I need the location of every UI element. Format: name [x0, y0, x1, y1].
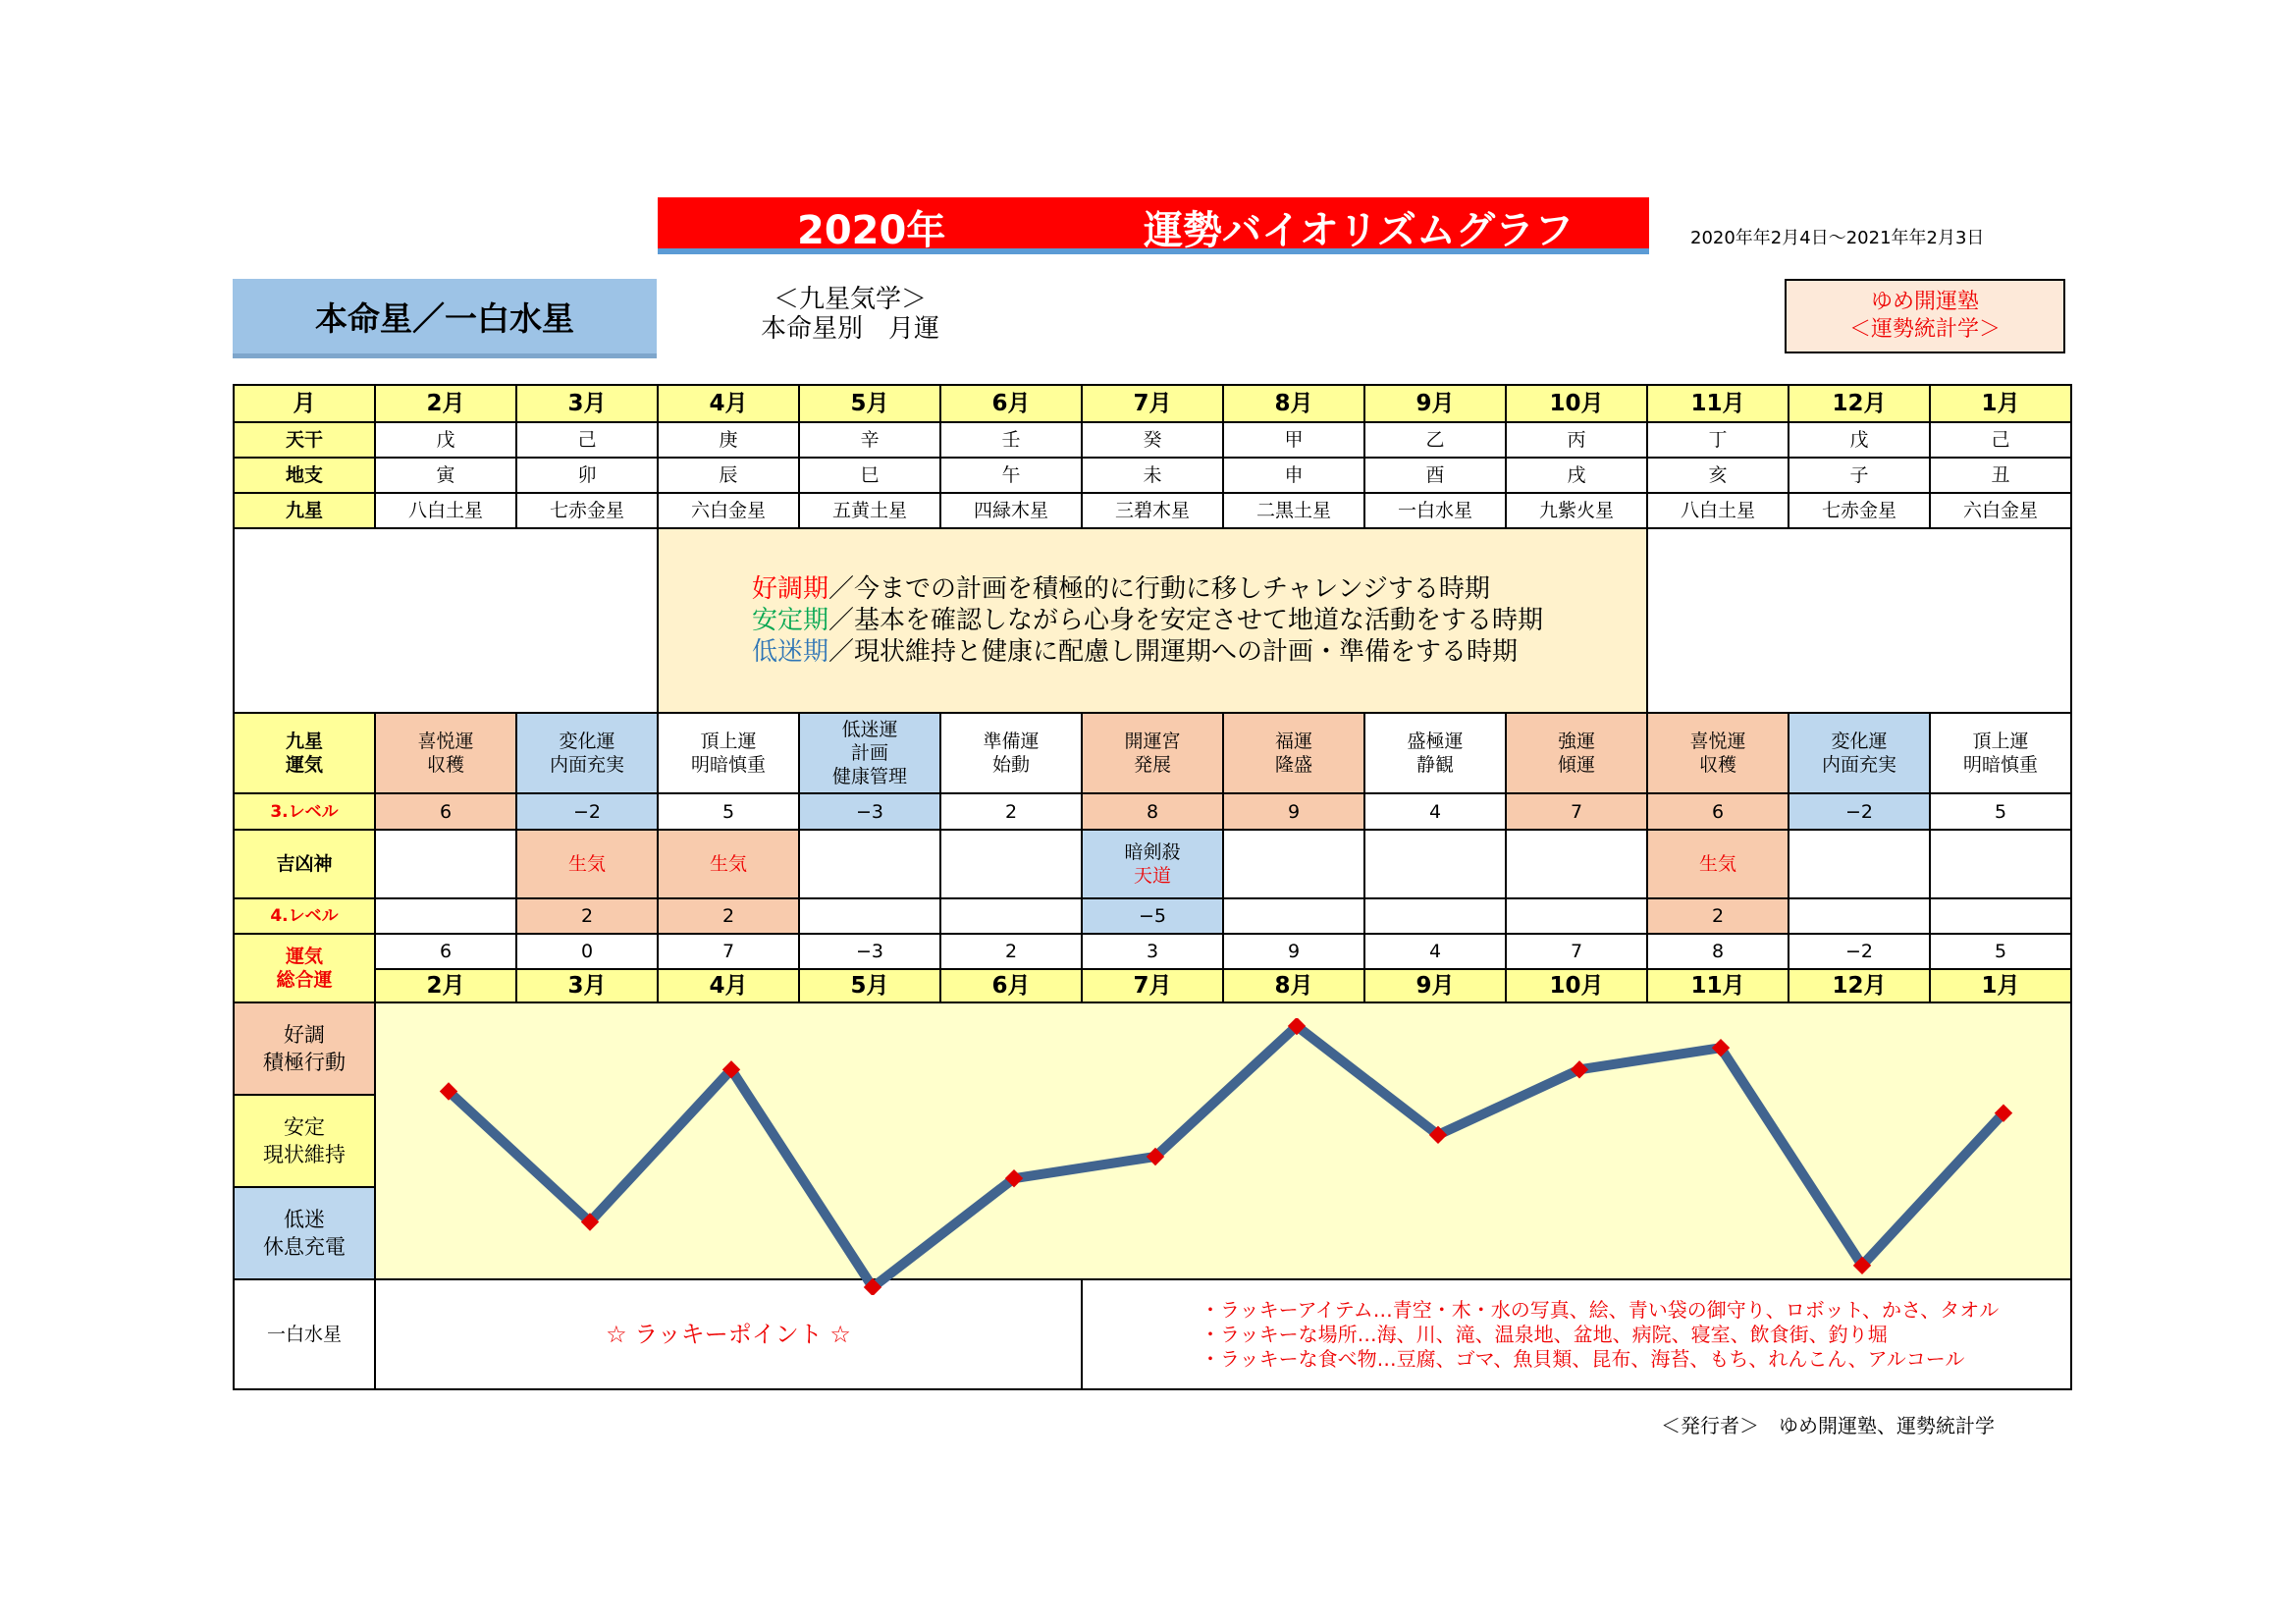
total-cell: −3: [799, 934, 940, 969]
month-cell: 10月: [1506, 385, 1647, 422]
tenkan-cell: 戊: [375, 422, 516, 458]
unki-text: 開運宮: [1124, 731, 1181, 752]
tenkan-cell: 甲: [1223, 422, 1364, 458]
total-label-line-2: 総合運: [276, 969, 333, 991]
kikkyo-cell: [1789, 830, 1930, 898]
kyusei-row: [234, 493, 2071, 528]
unki-cell: [799, 713, 940, 793]
level3-cell: 9: [1223, 793, 1364, 830]
total-cell: 5: [1930, 934, 2071, 969]
level3-cell: −3: [799, 793, 940, 830]
level4-row: [234, 898, 2071, 934]
tenkan-cell: 癸: [1082, 422, 1223, 458]
total-cell: 9: [1223, 934, 1364, 969]
unki-cell: [1364, 713, 1506, 793]
level3-cell: 2: [940, 793, 1082, 830]
chishi-cell: 亥: [1647, 458, 1789, 493]
title-banner: [658, 197, 1649, 253]
month-cell: 4月: [658, 385, 799, 422]
level4-cell: [940, 898, 1082, 934]
total-cell: 4: [1364, 934, 1506, 969]
unki-cell: [1506, 713, 1647, 793]
unki-label-line-2: 運気: [285, 754, 323, 776]
rank-stable-line-2: 現状維持: [263, 1143, 346, 1166]
kikkyo-text: 天道: [1133, 865, 1171, 887]
unki-text: 明暗慎重: [690, 754, 766, 776]
month-cell: 12月: [1789, 969, 1930, 1002]
total-row: [234, 934, 2071, 969]
level4-cell: 2: [658, 898, 799, 934]
month-cell: 1月: [1930, 969, 2071, 1002]
kikkyo-cell: [1506, 830, 1647, 898]
chishi-cell: 戌: [1506, 458, 1647, 493]
total-cell: 6: [375, 934, 516, 969]
level3-row: [234, 793, 2071, 830]
level3-cell: −2: [516, 793, 658, 830]
month-cell: 1月: [1930, 385, 2071, 422]
tenkan-row: [234, 422, 2071, 458]
month-cell: 5月: [799, 385, 940, 422]
lucky-item: ・ラッキーアイテム…青空・木・水の写真、絵、青い袋の御守り、ロボット、かさ、タオル: [1201, 1297, 2000, 1322]
level4-cell: [1930, 898, 2071, 934]
desc-text-good: ／今までの計画を積極的に行動に移しチャレンジする時期: [828, 574, 1490, 604]
chishi-cell: 辰: [658, 458, 799, 493]
level4-cell: [375, 898, 516, 934]
unki-cell: [1082, 713, 1223, 793]
kyusei-label: 九星: [234, 493, 375, 528]
description-blank-left: [234, 528, 658, 713]
month-cell: 6月: [940, 969, 1082, 1002]
unki-text: 静観: [1415, 754, 1454, 776]
unki-cell: [1930, 713, 2071, 793]
kyusei-cell: 六白金星: [658, 493, 799, 528]
kikkyo-cell: [799, 830, 940, 898]
subtitle-line-2: 本命星別 月運: [761, 314, 940, 344]
rank-good-line-2: 積極行動: [263, 1051, 346, 1074]
kyusei-cell: 九紫火星: [1506, 493, 1647, 528]
tenkan-cell: 丁: [1647, 422, 1789, 458]
chishi-cell: 丑: [1930, 458, 2071, 493]
school-subtitle: ＜運勢統計学＞: [1848, 317, 2001, 342]
description-row: [234, 528, 2071, 713]
rank-low-label: [234, 1187, 375, 1279]
tenkan-cell: 己: [1930, 422, 2071, 458]
kyusei-cell: 五黄土星: [799, 493, 940, 528]
title-year: 2020年: [797, 208, 946, 253]
kyusei-cell: 三碧木星: [1082, 493, 1223, 528]
total-cell: 2: [940, 934, 1082, 969]
tenkan-cell: 壬: [940, 422, 1082, 458]
honmei-star-box: 本命星／一白水星: [233, 279, 657, 353]
kyusei-cell: 一白水星: [1364, 493, 1506, 528]
unki-text: 収穫: [426, 754, 464, 776]
unki-text: 喜悦運: [1689, 731, 1746, 752]
chishi-cell: 未: [1082, 458, 1223, 493]
subtitle-line-1: ＜九星気学＞: [774, 285, 928, 314]
unki-cell: [1789, 713, 1930, 793]
level3-cell: 6: [1647, 793, 1789, 830]
tenkan-cell: 戊: [1789, 422, 1930, 458]
unki-cell: [516, 713, 658, 793]
month-cell: 7月: [1082, 385, 1223, 422]
unki-text: 計画: [850, 742, 888, 764]
kyusei-cell: 七赤金星: [1789, 493, 1930, 528]
level4-cell: 2: [516, 898, 658, 934]
unki-text: 傾運: [1557, 754, 1595, 776]
unki-text: 隆盛: [1274, 754, 1312, 776]
month-cell: 5月: [799, 969, 940, 1002]
unki-text: 盛極運: [1407, 731, 1464, 752]
series-line: [449, 1026, 2003, 1287]
kikkyo-cell: [1082, 830, 1223, 898]
desc-key-good: 好調期: [752, 574, 829, 604]
tenkan-cell: 庚: [658, 422, 799, 458]
unki-text: 頂上運: [700, 731, 757, 752]
kikkyo-text: 暗剣殺: [1124, 841, 1181, 863]
month-label: 月: [234, 385, 375, 422]
chishi-cell: 午: [940, 458, 1082, 493]
chishi-cell: 寅: [375, 458, 516, 493]
month-cell: 9月: [1364, 969, 1506, 1002]
level4-cell: [1223, 898, 1364, 934]
lucky-row: [234, 1279, 2071, 1389]
kyusei-cell: 八白土星: [1647, 493, 1789, 528]
kikkyo-row: [234, 830, 2071, 898]
chishi-cell: 子: [1789, 458, 1930, 493]
unki-cell: [940, 713, 1082, 793]
chishi-cell: 卯: [516, 458, 658, 493]
month-footer-row: [234, 969, 2071, 1002]
kyusei-cell: 七赤金星: [516, 493, 658, 528]
unki-text: 準備運: [983, 731, 1040, 752]
unki-cell: [1223, 713, 1364, 793]
month-cell: 12月: [1789, 385, 1930, 422]
level4-cell: [1364, 898, 1506, 934]
month-cell: 11月: [1647, 969, 1789, 1002]
month-cell: 3月: [516, 385, 658, 422]
chishi-cell: 申: [1223, 458, 1364, 493]
chishi-cell: 酉: [1364, 458, 1506, 493]
kikkyo-cell: [1930, 830, 2071, 898]
kyusei-cell: 八白土星: [375, 493, 516, 528]
unki-cell: [658, 713, 799, 793]
desc-text-stable: ／基本を確認しながら心身を安定させて地道な活動をする時期: [828, 606, 1544, 635]
date-range: 2020年年2月4日～2021年年2月3日: [1690, 228, 1985, 248]
kikkyo-label: 吉凶神: [234, 830, 375, 898]
total-cell: −2: [1789, 934, 1930, 969]
tenkan-cell: 乙: [1364, 422, 1506, 458]
rank-good-label: [234, 1002, 375, 1095]
month-cell: 8月: [1223, 385, 1364, 422]
level3-label: 3.レベル: [234, 793, 375, 830]
desc-key-low: 低迷期: [752, 637, 829, 667]
school-name: ゆめ開運塾: [1870, 290, 1979, 314]
level3-cell: 5: [658, 793, 799, 830]
unki-text: 収穫: [1698, 754, 1736, 776]
month-cell: 6月: [940, 385, 1082, 422]
level3-cell: 7: [1506, 793, 1647, 830]
unki-text: 始動: [991, 754, 1030, 776]
level4-cell: [799, 898, 940, 934]
total-cell: 0: [516, 934, 658, 969]
month-cell: 3月: [516, 969, 658, 1002]
total-label: [234, 934, 375, 1002]
kyusei-cell: 六白金星: [1930, 493, 2071, 528]
kikkyo-text: 生気: [1698, 853, 1736, 875]
description-box: [658, 528, 1647, 713]
total-cell: 3: [1082, 934, 1223, 969]
level4-cell: 2: [1647, 898, 1789, 934]
tenkan-label: 天干: [234, 422, 375, 458]
tenkan-cell: 丙: [1506, 422, 1647, 458]
kyusei-cell: 二黒土星: [1223, 493, 1364, 528]
rank-stable-label: [234, 1095, 375, 1187]
level4-cell: [1506, 898, 1647, 934]
lucky-item: ・ラッキーな食べ物…豆腐、ゴマ、魚貝類、昆布、海苔、もち、れんこん、アルコール: [1201, 1346, 1965, 1371]
desc-line-stable: [752, 605, 1646, 636]
unki-text: 低迷運: [841, 719, 898, 740]
month-cell: 8月: [1223, 969, 1364, 1002]
rank-low-line-2: 休息充電: [263, 1235, 346, 1259]
publisher: ＜発行者＞ ゆめ開運塾、運勢統計学: [1661, 1414, 1995, 1437]
description-blank-right: [1647, 528, 2071, 713]
unki-text: 明暗慎重: [1962, 754, 2038, 776]
kikkyo-cell: [658, 830, 799, 898]
kikkyo-cell: [1647, 830, 1789, 898]
total-cell: 7: [1506, 934, 1647, 969]
kyusei-cell: 四緑木星: [940, 493, 1082, 528]
unki-text: 発展: [1133, 754, 1171, 776]
month-cell: 2月: [375, 969, 516, 1002]
unki-text: 強運: [1557, 731, 1595, 752]
rank-low-line-1: 低迷: [284, 1208, 325, 1231]
level3-cell: 8: [1082, 793, 1223, 830]
chishi-cell: 巳: [799, 458, 940, 493]
total-label-line-1: 運気: [285, 946, 323, 967]
chishi-row: [234, 458, 2071, 493]
unki-text: 喜悦運: [417, 731, 474, 752]
lucky-star-label: 一白水星: [234, 1279, 375, 1389]
unki-row: [234, 713, 2071, 793]
school-box: [1785, 279, 2065, 353]
desc-line-low: [752, 636, 1646, 668]
level4-cell: −5: [1082, 898, 1223, 934]
desc-line-good: [752, 573, 1646, 605]
total-cell: 7: [658, 934, 799, 969]
lucky-list: [1082, 1279, 2071, 1389]
title-main: 運勢バイオリズムグラフ: [1144, 208, 1574, 253]
biorhythm-chart: [378, 1018, 2074, 1295]
month-cell: 9月: [1364, 385, 1506, 422]
subtitle: [761, 285, 939, 344]
month-cell: 10月: [1506, 969, 1647, 1002]
level4-label: 4.レベル: [234, 898, 375, 934]
tenkan-cell: 辛: [799, 422, 940, 458]
month-cell: 7月: [1082, 969, 1223, 1002]
chishi-label: 地支: [234, 458, 375, 493]
tenkan-cell: 己: [516, 422, 658, 458]
rank-stable-line-1: 安定: [284, 1115, 325, 1139]
level3-cell: 5: [1930, 793, 2071, 830]
unki-text: 頂上運: [1972, 731, 2029, 752]
unki-text: 変化運: [559, 731, 615, 752]
unki-text: 内面充実: [549, 754, 624, 776]
unki-cell: [375, 713, 516, 793]
unki-label: [234, 713, 375, 793]
level3-cell: 4: [1364, 793, 1506, 830]
desc-key-stable: 安定期: [752, 606, 829, 635]
unki-text: 内面充実: [1821, 754, 1896, 776]
kikkyo-cell: [1364, 830, 1506, 898]
kikkyo-cell: [1223, 830, 1364, 898]
lucky-item: ・ラッキーな場所…海、川、滝、温泉地、盆地、病院、寝室、飲食街、釣り堀: [1201, 1322, 1888, 1346]
unki-cell: [1647, 713, 1789, 793]
kikkyo-cell: [375, 830, 516, 898]
unki-text: 福運: [1274, 731, 1312, 752]
kikkyo-text: 生気: [567, 853, 606, 875]
total-cell: 8: [1647, 934, 1789, 969]
level3-cell: −2: [1789, 793, 1930, 830]
month-cell: 4月: [658, 969, 799, 1002]
unki-text: 変化運: [1831, 731, 1888, 752]
lucky-title: ☆ ラッキーポイント ☆: [375, 1279, 1082, 1389]
month-cell: 2月: [375, 385, 516, 422]
kikkyo-cell: [940, 830, 1082, 898]
unki-text: 健康管理: [831, 766, 907, 787]
kikkyo-cell: [516, 830, 658, 898]
kikkyo-text: 生気: [709, 853, 747, 875]
level4-cell: [1789, 898, 1930, 934]
desc-text-low: ／現状維持と健康に配慮し開運期への計画・準備をする時期: [828, 637, 1519, 667]
month-header-row: [234, 385, 2071, 422]
rank-good-line-1: 好調: [284, 1023, 325, 1047]
month-cell: 11月: [1647, 385, 1789, 422]
unki-label-line-1: 九星: [285, 731, 323, 752]
level3-cell: 6: [375, 793, 516, 830]
